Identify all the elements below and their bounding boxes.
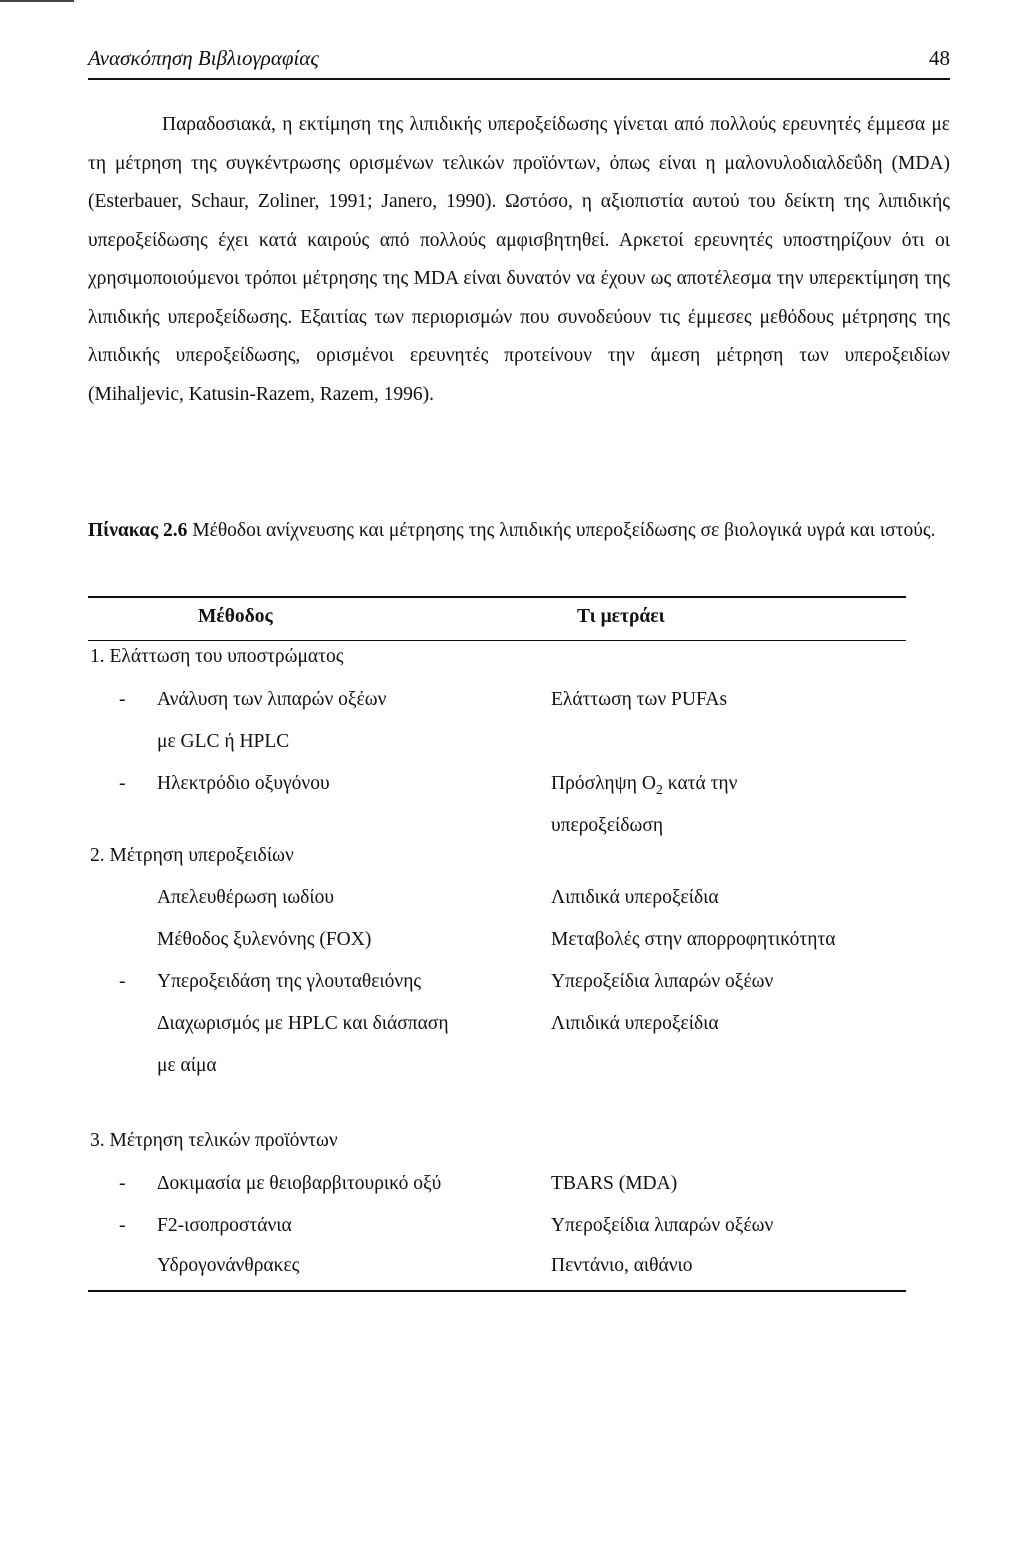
method-text: F2-ισοπροστάνια <box>157 1215 292 1236</box>
running-header <box>88 44 950 72</box>
body-paragraph: Παραδοσιακά, η εκτίμηση της λιπιδικής υπεροξείδωσης γίνεται από πολλούς ερευνητές έμμεσα με τη μέτρηση της συγκέντρωσης ορισμένων τελικών προϊόντων, όπως είναι η μαλονυλοδιαλδεΰδη (MDA) (Esterbauer, Schaur, Zoliner, 1991; Janero, 1990). Ωστόσο, η αξιοπιστία αυτού του δείκτη της λιπιδικής υπεροξείδωσης έχει κατά καιρούς από πολλούς αμφισβητηθεί. Αρκετοί ερευνητές υποστηρίζουν ότι οι χρησιμοποιούμενοι τρόποι μέτρησης της MDA είναι δυνατόν να έχουν ως αποτέλεσμα την υπερεκτίμηση της λιπιδικής υπεροξείδωσης. Εξαιτίας των περιορισμών που συνοδεύουν τις έμμεσες μεθόδους μέτρησης της λιπιδικής υπεροξείδωσης, ορισμένοι ερευνητές προτείνουν την άμεση μέτρηση των υπεροξειδίων (Mihaljevic, Katusin-Razem, Razem, 1996). <box>88 114 950 405</box>
method-text-continued: με αίμα <box>157 1055 217 1076</box>
list-dash: - <box>119 1215 126 1236</box>
list-dash: - <box>119 773 126 794</box>
measure-text: Υπεροξείδια λιπαρών οξέων <box>551 1215 774 1236</box>
method-text-continued: με GLC ή HPLC <box>157 731 290 752</box>
running-header-title: Ανασκόπηση Βιβλιογραφίας <box>88 46 319 70</box>
measure-text: TBARS (MDA) <box>551 1173 678 1194</box>
measure-text: Μεταβολές στην απορροφητικότητα <box>551 929 836 950</box>
section-3-title: 3. Μέτρηση τελικών προϊόντων <box>90 1130 338 1151</box>
table-caption-label: Πίνακας 2.6 <box>88 520 188 541</box>
measure-text: Πεντάνιο, αιθάνιο <box>551 1255 693 1276</box>
header-divider <box>88 78 950 80</box>
table-bottom-rule <box>88 1290 906 1292</box>
measure-o2-rest: κατά την <box>662 773 738 794</box>
measure-o2-subscript: 2 <box>655 782 663 798</box>
method-text: Υδρογονάνθρακες <box>157 1255 300 1276</box>
list-dash: - <box>119 971 126 992</box>
method-text: Ηλεκτρόδιο οξυγόνου <box>157 773 330 794</box>
method-text: Απελευθέρωση ιωδίου <box>157 887 335 908</box>
measure-text: Λιπιδικά υπεροξείδια <box>551 887 719 908</box>
table-row-method <box>119 1170 442 1198</box>
table-top-rule <box>88 596 906 598</box>
scan-edge-mark <box>0 0 74 2</box>
method-text: Μέθοδος ξυλενόνης (FOX) <box>157 929 372 950</box>
list-dash: - <box>119 1173 126 1194</box>
table-header-rule <box>88 640 906 641</box>
measure-text: Λιπιδικά υπεροξείδια <box>551 1013 719 1034</box>
method-text: Ανάλυση των λιπαρών οξέων <box>157 689 387 710</box>
method-text: Διαχωρισμός με HPLC και διάσπαση <box>157 1013 449 1034</box>
method-text: Υπεροξειδάση της γλουταθειόνης <box>157 971 422 992</box>
table-row-method <box>119 1212 292 1240</box>
measure-text-continued: υπεροξείδωση <box>551 815 664 836</box>
table-row-method <box>119 770 330 798</box>
measure-text <box>551 770 737 805</box>
measure-text: Υπεροξείδια λιπαρών οξέων <box>551 971 774 992</box>
list-dash: - <box>119 689 126 710</box>
measure-text: Ελάττωση των PUFAs <box>551 689 728 710</box>
table-row-method <box>119 968 422 996</box>
page-number: 48 <box>929 46 950 70</box>
column-header-measure: Τι μετράει <box>577 606 665 627</box>
section-1-title: 1. Ελάττωση του υποστρώματος <box>90 646 344 667</box>
method-text: Δοκιμασία με θειοβαρβιτουρικό οξύ <box>157 1173 442 1194</box>
column-header-method: Μέθοδος <box>198 606 273 627</box>
measure-o2-label: Πρόσληψη O <box>551 773 656 794</box>
table-caption-text: Μέθοδοι ανίχνευσης και μέτρησης της λιπιδικής υπεροξείδωσης σε βιολογικά υγρά και ιστούς. <box>192 520 936 541</box>
table-caption <box>88 510 950 552</box>
table-row-method <box>119 686 387 714</box>
section-2-title: 2. Μέτρηση υπεροξειδίων <box>90 845 294 866</box>
